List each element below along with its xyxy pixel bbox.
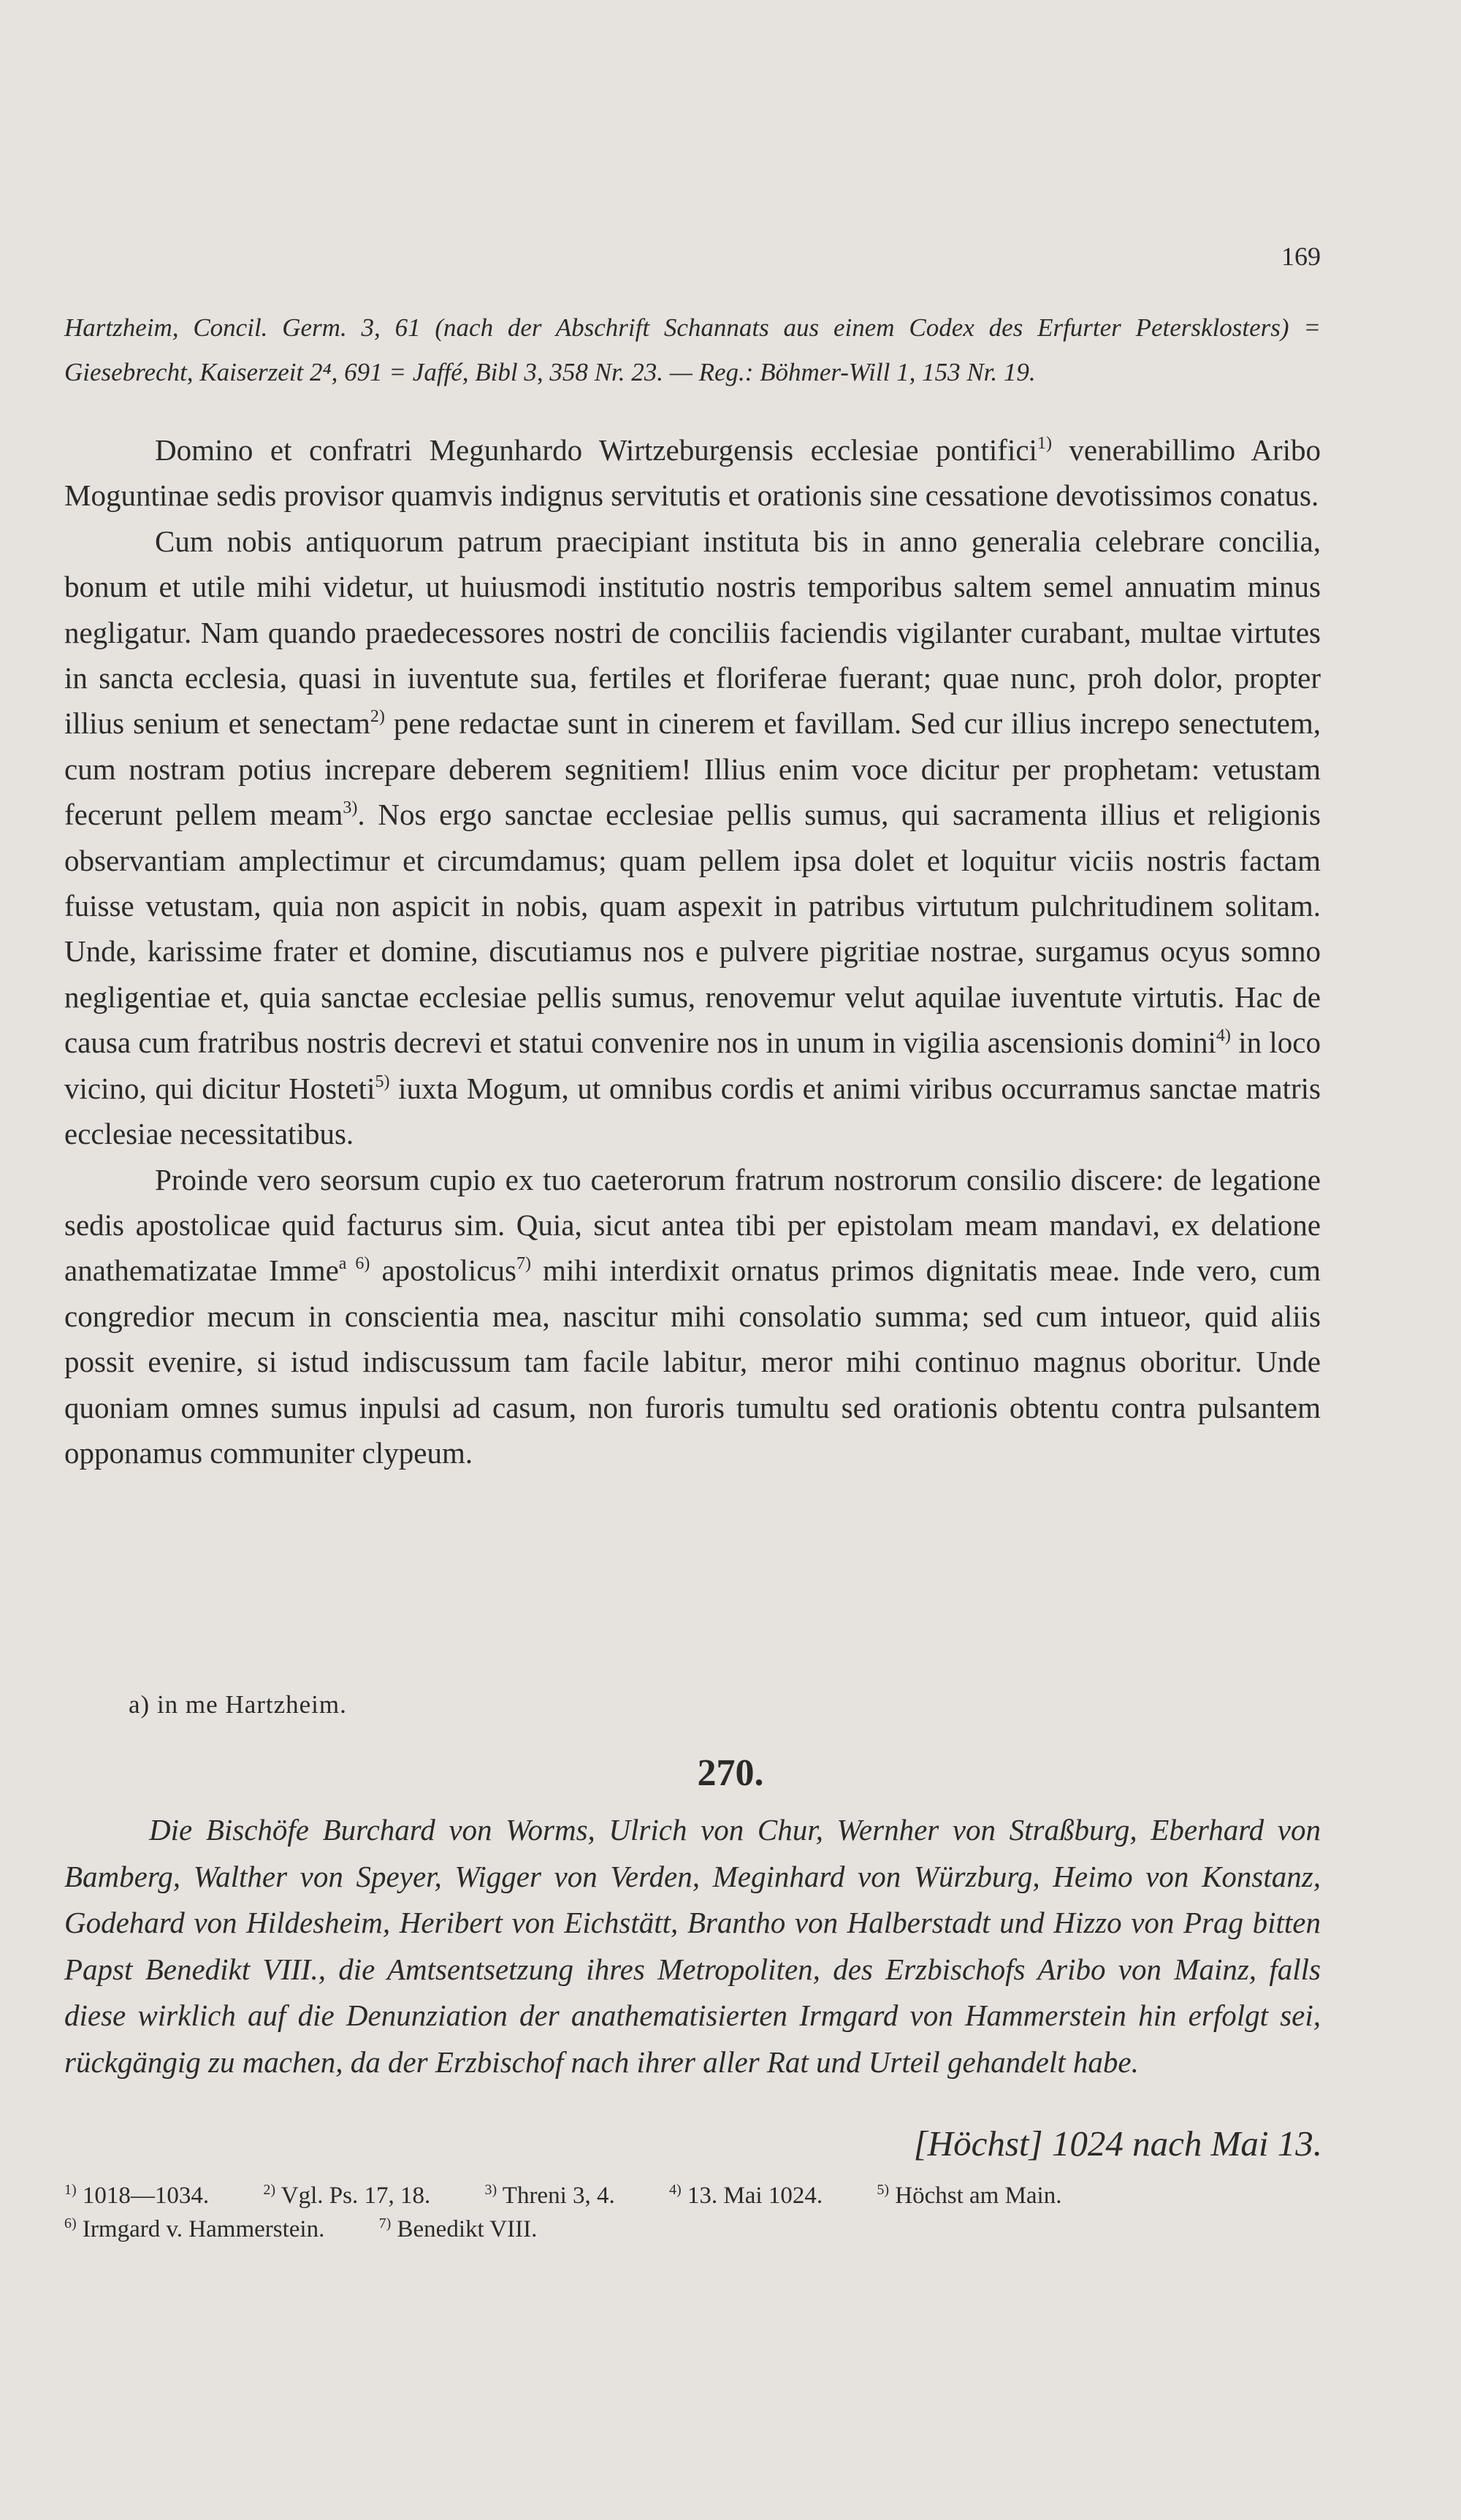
letter-paragraph — [64, 1157, 1321, 1476]
footnote-mark: 3) — [484, 2182, 497, 2198]
letter-paragraph — [64, 519, 1321, 1157]
footnote-text: 13. Mai 1024. — [687, 2183, 823, 2209]
footnote-marker: 7) — [516, 1254, 531, 1274]
footnote-marker: 5) — [375, 1072, 390, 1091]
footnote-marker: a 6) — [338, 1254, 370, 1274]
footnotes — [64, 2179, 1321, 2246]
text-run: apostolicus — [370, 1253, 516, 1288]
text-run: in loco vicino, qui dicitur Hosteti — [64, 1026, 1321, 1105]
footnote-text: Höchst am Main. — [895, 2183, 1062, 2209]
footnote — [379, 2216, 538, 2242]
footnote-mark: 1) — [64, 2182, 77, 2198]
text-run: Proinde vero seorsum cupio ex tuo caeterorum fratrum nostrorum consilio discere: de legatione sedis apostolicae quid facturus sim. Quia, sicut antea tibi per epistolam meam mandavi, ex delatione anathematizatae Imme — [64, 1162, 1321, 1288]
footnote — [64, 2216, 324, 2242]
text-run: Domino et confratri Megunhardo Wirtzeburgensis ecclesiae pontifici — [155, 433, 1037, 467]
text-run: . Nos ergo sanctae ecclesiae pellis sumus, qui sacramenta illius et religionis observantiam amplectimur et circumdamus; quam pellem ipsa dolet et loquitur viciis nostris factam fuisse vetustam, quia non aspicit in nobis, quam aspexit in patribus virtutum pulchritudinem solitam. Unde, karissime frater et domine, discutiamus nos e pulvere pigritiae nostrae, surgamus ocyus somno negligentiae et, quia sanctae ecclesiae pellis sumus, renovemur velut aquilae iuventute virtutis. Hac de causa cum fratribus nostris decrevi et statui convenire nos in unum in vigilia ascensionis domini — [64, 798, 1321, 1060]
footnote — [263, 2183, 430, 2209]
regest — [64, 1807, 1321, 2085]
regest-text: Die Bischöfe Burchard von Worms, Ulrich von Chur, Wernher von Straßburg, Eberhard von Bamberg, Walther von Speyer, Wigger von Verden, Meginhard von Würzburg, Heimo von Konstanz, Godehard von Hildesheim, Heribert von Eichstätt, Brantho von Halberstadt und Hizzo von Prag bitten Papst Benedikt VIII., die Amtsentsetzung ihres Metropoliten, des Erzbischofs Aribo von Mainz, falls diese wirklich auf die Denunziation der anathematisierten Irmgard von Hammerstein hin erfolgt sei, rückgängig zu machen, da der Erzbischof nach ihrer aller Rat und Urteil gehandelt habe. — [64, 1813, 1321, 2079]
footnote-text: Threni 3, 4. — [502, 2183, 615, 2209]
footnote-text: Vgl. Ps. 17, 18. — [281, 2183, 431, 2209]
footnote-marker: 2) — [370, 707, 385, 727]
footnote-text: Benedikt VIII. — [397, 2216, 538, 2242]
footnote-marker: 1) — [1037, 434, 1052, 453]
text-run: mihi interdixit ornatus primos dignitatis meae. Inde vero, cum congredior mecum in conscientia mea, nascitur mihi consolatio summa; sed cum intueor, quid aliis possit evenire, si istud indiscussum tam facile labitur, meror mihi continuo magnus oboritur. Unde quoniam omnes sumus inpulsi ad casum, non furoris tumultu sed orationis obtentu contra pulsantem opponamus communiter clypeum. — [64, 1253, 1321, 1470]
footnote-mark: 7) — [378, 2215, 392, 2231]
footnote-marker: 3) — [343, 798, 358, 818]
letter-body — [64, 427, 1321, 1475]
page-number: 169 — [1281, 242, 1321, 271]
footnote-text: 1018—1034. — [82, 2183, 210, 2209]
source-citation: Hartzheim, Concil. Germ. 3, 61 (nach der Abschrift Schannats aus einem Codex des Erfurter Petersklosters) = Giesebrecht, Kaiserzeit 2⁴, 691 = Jaffé, Bibl 3, 358 Nr. 23. — Reg.: Böhmer-Will 1, 153 Nr. 19. — [64, 313, 1321, 386]
footnote — [64, 2183, 209, 2209]
text-run: pene redactae sunt in cinerem et favillam. Sed cur illius increpo senectutem, cum nostram potius increpare deberem segnitiem! Illius enim voce dicitur per prophetam: vetustam fecerunt pellem meam — [64, 706, 1321, 832]
footnote-mark: 5) — [877, 2182, 890, 2198]
variant-note: a) in me Hartzheim. — [129, 1690, 347, 1719]
footnote-marker: 4) — [1216, 1026, 1231, 1046]
letter-paragraph — [64, 427, 1321, 519]
text-run: Cum nobis antiquorum patrum praecipiant instituta bis in anno generalia celebrare concilia, bonum et utile mihi videtur, ut huiusmodi institutio nostris temporibus saltem semel annuatim minus negligatur. Nam quando praedecessores nostri de conciliis faciendis vigilanter curabant, multae virtutes in sancta ecclesia, quasi in iuventute sua, fertiles et floriferae fuerant; quae nunc, proh dolor, propter illius senium et senectam — [64, 524, 1321, 741]
footnote — [877, 2183, 1061, 2209]
text-run: iuxta Mogum, ut omnibus cordis et animi viribus occurramus sanctae matris ecclesiae necessitatibus. — [64, 1071, 1321, 1151]
footnote-text: Irmgard v. Hammerstein. — [82, 2216, 325, 2242]
footnote — [484, 2183, 614, 2209]
footnote-mark: 4) — [669, 2182, 682, 2198]
text-run: venerabillimo Aribo Moguntinae sedis provisor quamvis indignus servitutis et orationis sine cessatione devotissimos conatus. — [64, 433, 1321, 513]
document-number: 270. — [697, 1752, 764, 1794]
footnote-mark: 6) — [64, 2215, 77, 2231]
footnote-mark: 2) — [263, 2182, 276, 2198]
footnote — [669, 2183, 823, 2209]
document-date: [Höchst] 1024 nach Mai 13. — [913, 2123, 1322, 2164]
